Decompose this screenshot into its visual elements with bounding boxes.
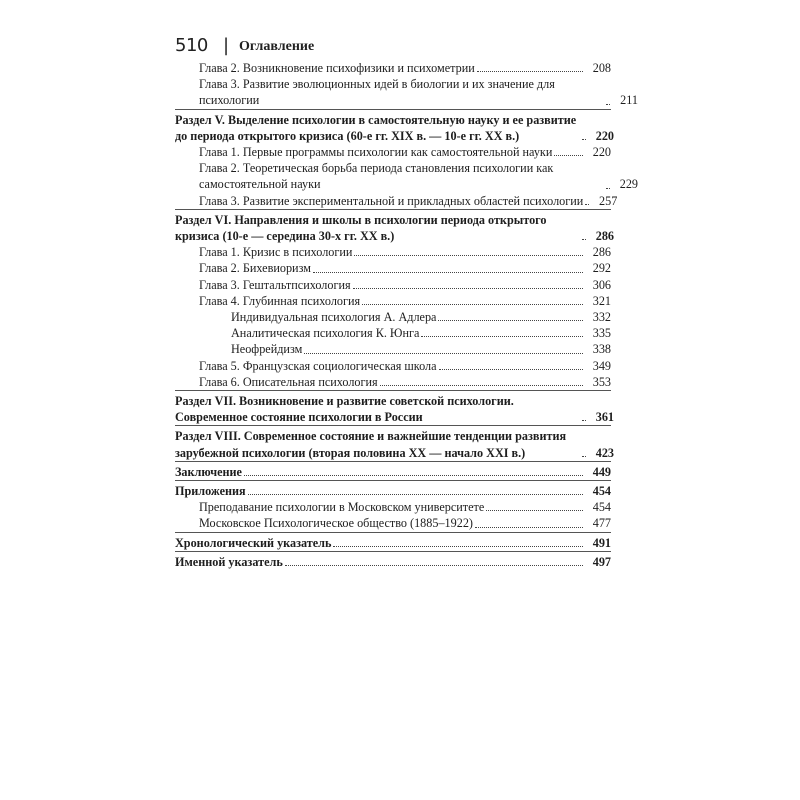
toc-entry-page: 477 xyxy=(592,516,611,531)
toc-entry-title: Глава 1. Кризис в психологии xyxy=(199,245,353,260)
table-of-contents xyxy=(175,60,638,570)
toc-entry-page: 491 xyxy=(592,535,611,550)
toc-entry-title: Приложения xyxy=(175,484,246,499)
dot-leader xyxy=(582,420,586,421)
toc-entry xyxy=(175,193,618,209)
dot-leader xyxy=(333,546,583,547)
toc-entry-page: 338 xyxy=(592,342,611,357)
toc-entry-page: 335 xyxy=(592,326,611,341)
toc-entry xyxy=(175,293,611,309)
toc-entry-title: Глава 4. Глубинная психология xyxy=(199,293,361,308)
dot-leader xyxy=(244,475,583,476)
toc-entry-title: Глава 2. Теоретическая борьба периода становления психологии как самостоятельной науки xyxy=(199,161,554,192)
section-divider xyxy=(175,480,611,481)
toc-entry-title: Неофрейдизм xyxy=(231,342,303,357)
toc-entry-page: 321 xyxy=(592,293,611,308)
toc-entry-title: Раздел V. Выделение психологии в самостоятельную науку и ее развитие до периода открытого кризиса (60-е гг. XIX в. — 10-е гг. XX в.) xyxy=(175,112,577,143)
toc-entry-page: 361 xyxy=(595,410,614,425)
toc-entry-title: Раздел VI. Направления и школы в психологии периода открытого кризиса (10-е — середина 30-х гг. XX в.) xyxy=(175,212,547,244)
toc-entry-page: 292 xyxy=(592,261,611,276)
dot-leader xyxy=(304,353,583,354)
dot-leader xyxy=(439,369,584,370)
toc-entry xyxy=(175,144,611,160)
dot-leader xyxy=(380,385,583,386)
dot-leader xyxy=(582,139,586,140)
section-divider xyxy=(175,425,611,426)
section-divider xyxy=(175,109,611,110)
page-number: 510 xyxy=(175,35,208,56)
running-header xyxy=(175,34,615,58)
toc-entry xyxy=(175,277,611,293)
toc-entry-page: 306 xyxy=(592,277,611,292)
toc-entry-title: Раздел VII. Возникновение и развитие советской психологии. Современное состояние психологии в России xyxy=(175,394,514,425)
toc-entry-page: 449 xyxy=(592,464,611,479)
toc-entry xyxy=(175,535,611,551)
toc-entry-title: Глава 3. Развитие эволюционных идей в биологии и их значение для психологии xyxy=(199,77,555,108)
toc-entry-title: Индивидуальная психология А. Адлера xyxy=(231,310,437,325)
toc-entry-title: Глава 3. Развитие экспериментальной и прикладных областей психологии xyxy=(199,193,584,208)
toc-entry xyxy=(175,309,611,325)
toc-entry xyxy=(175,554,611,570)
section-divider xyxy=(175,209,611,210)
toc-entry xyxy=(175,515,611,531)
dot-leader xyxy=(353,288,583,289)
toc-entry xyxy=(175,428,614,460)
section-divider xyxy=(175,461,611,462)
dot-leader xyxy=(477,71,583,72)
dot-leader xyxy=(606,188,610,189)
section-title: Оглавление xyxy=(239,39,315,54)
toc-entry-title: Преподавание психологии в Московском университете xyxy=(199,500,485,515)
toc-entry xyxy=(175,244,611,260)
dot-leader xyxy=(582,456,586,457)
dot-leader xyxy=(585,204,589,205)
dot-leader xyxy=(475,527,583,528)
toc-entry xyxy=(175,160,638,192)
toc-entry-title: Глава 5. Французская социологическая школа xyxy=(199,358,437,373)
toc-entry-title: Хронологический указатель xyxy=(175,535,332,550)
toc-entry-title: Аналитическая психология К. Юнга xyxy=(231,326,420,341)
toc-entry xyxy=(175,483,611,499)
toc-entry-page: 229 xyxy=(619,177,638,192)
toc-entry-page: 332 xyxy=(592,310,611,325)
toc-entry xyxy=(175,325,611,341)
toc-entry xyxy=(175,76,638,108)
dot-leader xyxy=(554,155,583,156)
toc-entry-title: Именной указатель xyxy=(175,554,283,569)
toc-entry xyxy=(175,374,611,390)
toc-entry xyxy=(175,212,614,244)
section-divider xyxy=(175,390,611,391)
toc-entry xyxy=(175,393,614,425)
toc-entry-title: Раздел VIII. Современное состояние и важнейшие тенденции развития зарубежной психологии (вторая половина XX — начало XXI в.) xyxy=(175,429,567,460)
toc-entry-title: Глава 2. Возникновение психофизики и психометрии xyxy=(199,61,475,75)
toc-entry-title: Глава 6. Описательная психология xyxy=(199,374,378,389)
toc-entry-page: 286 xyxy=(592,245,611,260)
toc-entry-page: 208 xyxy=(592,61,611,75)
toc-entry-page: 220 xyxy=(592,145,611,160)
toc-entry xyxy=(175,464,611,480)
toc-entry-page: 257 xyxy=(599,193,618,208)
dot-leader xyxy=(486,510,583,511)
toc-entry-title: Глава 3. Гештальтпсихология xyxy=(199,277,351,292)
toc-entry-page: 349 xyxy=(592,358,611,373)
toc-entry-page: 211 xyxy=(620,93,638,108)
toc-entry-title: Глава 2. Бихевиоризм xyxy=(199,261,311,276)
toc-entry-page: 353 xyxy=(592,374,611,389)
toc-entry xyxy=(175,341,611,357)
toc-entry-page: 286 xyxy=(595,229,614,244)
toc-entry xyxy=(175,112,614,144)
toc-entry-page: 423 xyxy=(595,445,614,460)
toc-entry-title: Глава 1. Первые программы психологии как самостоятельной науки xyxy=(199,145,553,160)
dot-leader xyxy=(354,255,583,256)
dot-leader xyxy=(438,320,583,321)
toc-entry xyxy=(175,60,611,76)
toc-entry xyxy=(175,358,611,374)
toc-entry xyxy=(175,260,611,276)
dot-leader xyxy=(285,565,583,566)
section-divider xyxy=(175,551,611,552)
dot-leader xyxy=(362,304,583,305)
toc-entry-page: 454 xyxy=(592,484,611,499)
dot-leader xyxy=(582,239,586,240)
dot-leader xyxy=(421,336,583,337)
header-separator: | xyxy=(223,35,230,56)
toc-entry-page: 220 xyxy=(595,128,614,143)
dot-leader xyxy=(606,104,610,105)
toc-entry xyxy=(175,499,611,515)
toc-entry-title: Заключение xyxy=(175,464,242,479)
section-divider xyxy=(175,532,611,533)
dot-leader xyxy=(248,494,583,495)
toc-entry-page: 454 xyxy=(592,500,611,515)
toc-entry-title: Московское Психологическое общество (1885–1922) xyxy=(199,516,473,531)
toc-entry-page: 497 xyxy=(592,554,611,569)
dot-leader xyxy=(313,272,583,273)
